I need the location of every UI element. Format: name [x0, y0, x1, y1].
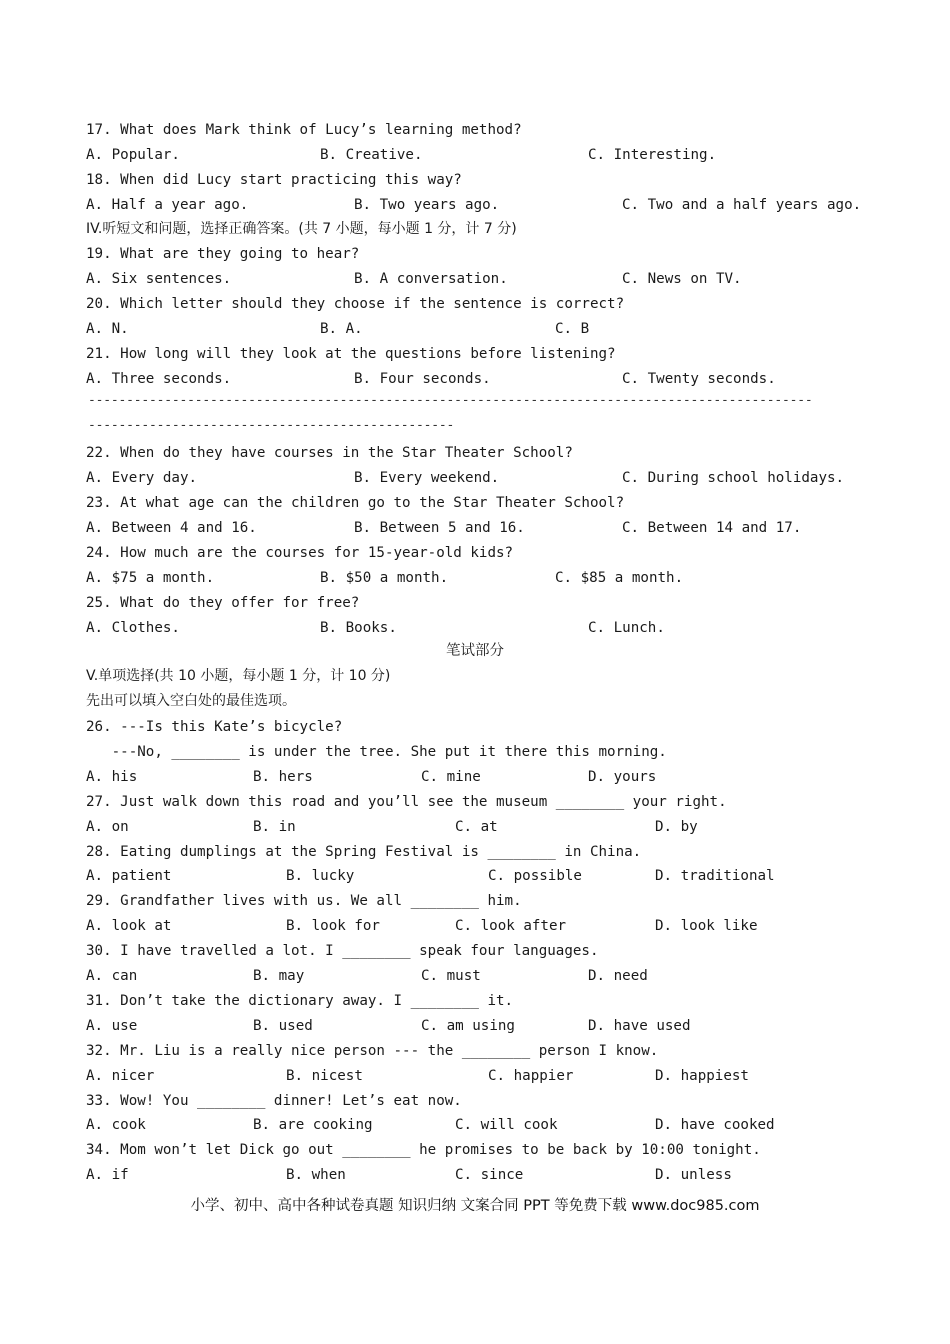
q32-option-c: C. happier	[488, 1068, 574, 1084]
q30-option-d: D. need	[588, 968, 648, 984]
question-23: 23. At what age can the children go to the Star Theater School?	[86, 495, 625, 511]
q34-option-b: B. when	[286, 1167, 346, 1183]
q26-option-c: C. mine	[421, 769, 481, 785]
q31-option-c: C. am using	[421, 1018, 515, 1034]
q18-option-b: B. Two years ago.	[354, 197, 500, 213]
q17-option-a: A. Popular.	[86, 147, 180, 163]
q20-option-b: B. A.	[320, 321, 363, 337]
q28-option-a: A. patient	[86, 868, 172, 884]
q29-option-a: A. look at	[86, 918, 172, 934]
q23-option-a: A. Between 4 and 16.	[86, 520, 257, 536]
q27-option-b: B. in	[253, 819, 296, 835]
q31-option-a: A. use	[86, 1018, 138, 1034]
q28-option-c: C. possible	[488, 868, 582, 884]
dashed-divider-line-1: -----------------------------------------------------------------------------------------------	[88, 393, 813, 408]
q22-option-b: B. Every weekend.	[354, 470, 500, 486]
q26-option-b: B. hers	[253, 769, 313, 785]
q18-option-c: C. Two and a half years ago.	[622, 197, 862, 213]
question-33: 33. Wow! You ________ dinner! Let’s eat now.	[86, 1093, 462, 1109]
question-19: 19. What are they going to hear?	[86, 246, 360, 262]
section-4-heading: IV.听短文和问题，选择正确答案。(共 7 小题，每小题 1 分，计 7 分)	[86, 221, 517, 237]
q32-option-d: D. happiest	[655, 1068, 749, 1084]
q25-option-b: B. Books.	[320, 620, 397, 636]
q19-option-b: B. A conversation.	[354, 271, 508, 287]
question-20: 20. Which letter should they choose if the sentence is correct?	[86, 296, 625, 312]
section-5-instructions: 先出可以填入空白处的最佳选项。	[86, 693, 296, 709]
question-25: 25. What do they offer for free?	[86, 595, 360, 611]
question-31: 31. Don’t take the dictionary away. I ________ it.	[86, 993, 514, 1009]
question-34: 34. Mom won’t let Dick go out ________ he promises to be back by 10:00 tonight.	[86, 1142, 761, 1158]
q29-option-b: B. look for	[286, 918, 380, 934]
question-18: 18. When did Lucy start practicing this way?	[86, 172, 462, 188]
q18-option-a: A. Half a year ago.	[86, 197, 249, 213]
written-section-title: 笔试部分	[446, 643, 504, 659]
q20-option-a: A. N.	[86, 321, 129, 337]
question-32: 32. Mr. Liu is a really nice person --- the ________ person I know.	[86, 1043, 659, 1059]
q30-option-b: B. may	[253, 968, 305, 984]
q27-option-a: A. on	[86, 819, 129, 835]
question-22: 22. When do they have courses in the Star Theater School?	[86, 445, 573, 461]
q20-option-c: C. B	[555, 321, 590, 337]
question-28: 28. Eating dumplings at the Spring Festival is ________ in China.	[86, 844, 642, 860]
q23-option-b: B. Between 5 and 16.	[354, 520, 525, 536]
question-21: 21. How long will they look at the questions before listening?	[86, 346, 616, 362]
question-27: 27. Just walk down this road and you’ll see the museum ________ your right.	[86, 794, 727, 810]
q27-option-d: D. by	[655, 819, 698, 835]
q24-option-b: B. $50 a month.	[320, 570, 449, 586]
q31-option-d: D. have used	[588, 1018, 691, 1034]
q26-option-a: A. his	[86, 769, 138, 785]
q31-option-b: B. used	[253, 1018, 313, 1034]
q33-option-a: A. cook	[86, 1117, 146, 1133]
q21-option-b: B. Four seconds.	[354, 371, 491, 387]
q33-option-c: C. will cook	[455, 1117, 558, 1133]
question-26-line-2: ---No, ________ is under the tree. She put it there this morning.	[86, 744, 667, 760]
question-29: 29. Grandfather lives with us. We all ________ him.	[86, 893, 522, 909]
question-24: 24. How much are the courses for 15-year-old kids?	[86, 545, 514, 561]
q25-option-c: C. Lunch.	[588, 620, 665, 636]
q34-option-c: C. since	[455, 1167, 524, 1183]
q26-option-d: D. yours	[588, 769, 657, 785]
q19-option-a: A. Six sentences.	[86, 271, 232, 287]
q34-option-a: A. if	[86, 1167, 129, 1183]
q27-option-c: C. at	[455, 819, 498, 835]
q29-option-d: D. look like	[655, 918, 758, 934]
q22-option-a: A. Every day.	[86, 470, 198, 486]
question-26: 26. ---Is this Kate’s bicycle?	[86, 719, 343, 735]
q17-option-b: B. Creative.	[320, 147, 423, 163]
page-footer: 小学、初中、高中各种试卷真题 知识归纳 文案合同 PPT 等免费下载 www.doc985.com	[190, 1198, 760, 1214]
q32-option-b: B. nicest	[286, 1068, 363, 1084]
q34-option-d: D. unless	[655, 1167, 732, 1183]
q24-option-a: A. $75 a month.	[86, 570, 215, 586]
q30-option-c: C. must	[421, 968, 481, 984]
q23-option-c: C. Between 14 and 17.	[622, 520, 802, 536]
q29-option-c: C. look after	[455, 918, 567, 934]
q19-option-c: C. News on TV.	[622, 271, 742, 287]
q25-option-a: A. Clothes.	[86, 620, 180, 636]
q24-option-c: C. $85 a month.	[555, 570, 684, 586]
section-5-heading: V.单项选择(共 10 小题，每小题 1 分，计 10 分)	[86, 668, 391, 684]
q28-option-b: B. lucky	[286, 868, 355, 884]
q33-option-b: B. are cooking	[253, 1117, 373, 1133]
q17-option-c: C. Interesting.	[588, 147, 717, 163]
q21-option-c: C. Twenty seconds.	[622, 371, 776, 387]
question-30: 30. I have travelled a lot. I ________ speak four languages.	[86, 943, 599, 959]
q30-option-a: A. can	[86, 968, 138, 984]
q22-option-c: C. During school holidays.	[622, 470, 845, 486]
question-17: 17. What does Mark think of Lucy’s learning method?	[86, 122, 522, 138]
dashed-divider-line-2: ------------------------------------------------	[88, 418, 455, 433]
q28-option-d: D. traditional	[655, 868, 775, 884]
q33-option-d: D. have cooked	[655, 1117, 775, 1133]
q21-option-a: A. Three seconds.	[86, 371, 232, 387]
q32-option-a: A. nicer	[86, 1068, 155, 1084]
